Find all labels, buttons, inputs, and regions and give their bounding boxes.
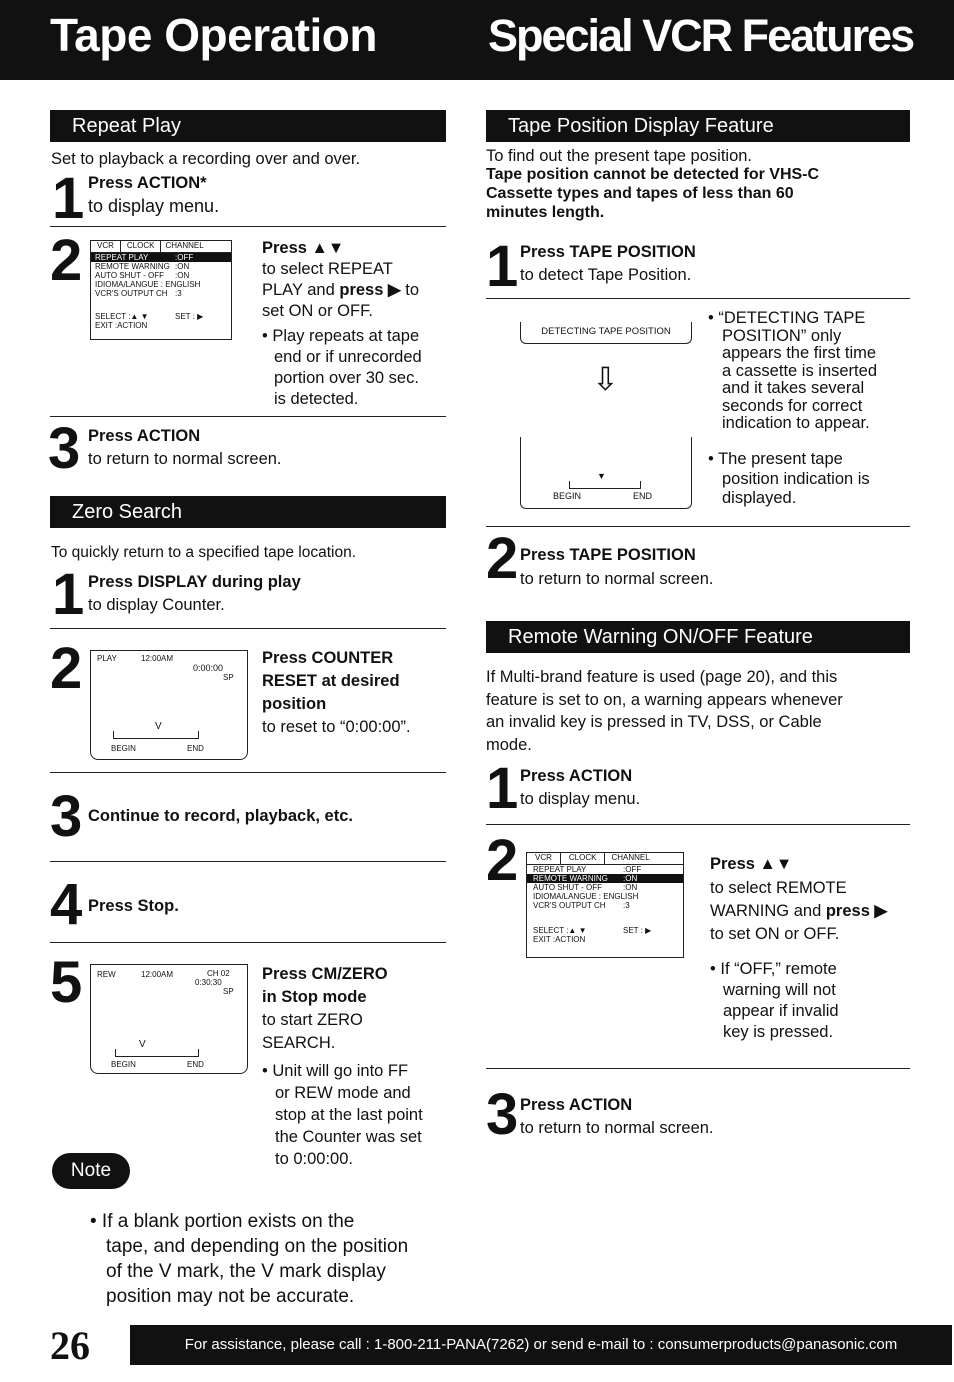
note-line: of the V mark, the V mark display [106,1261,386,1282]
bullet-line: key is pressed. [723,1023,834,1041]
step-title: Press DISPLAY during play [88,573,301,591]
step-title: in Stop mode [262,988,367,1006]
menu-row: REMOTE WARNING :ON [95,262,190,271]
step-desc: to display Counter. [88,596,225,614]
step-number: 3 [48,416,81,481]
step-title: RESET at desired [262,672,400,690]
screen-channel: CH 02 [207,969,230,978]
tape-position-title: Tape Position Display Feature [486,110,910,142]
menu-tab: CHANNEL [165,241,204,250]
screen-counter: 0:30:30 [195,978,222,987]
step-desc: to reset to “0:00:00”. [262,718,411,736]
menu-row-selected: REMOTE WARNING :ON [527,874,683,883]
footer-assistance-bar: For assistance, please call : 1-800-211-PANA(7262) or send e-mail to : consumerproducts@panasonic.com [130,1325,952,1365]
counter-screen [90,964,248,1074]
step-number: 2 [50,636,83,701]
tape-position-intro: To find out the present tape position. [486,147,753,165]
bullet-line: • Unit will go into FF [262,1062,409,1080]
bullet-line: the Counter was set [275,1128,422,1146]
menu-screen [526,852,684,958]
bullet-line: and it takes several [722,379,865,397]
bullet-line: is detected. [274,390,359,408]
note-line: • If a blank portion exists on the [90,1211,355,1232]
bullet-line: stop at the last point [275,1106,423,1124]
note-line: position may not be accurate. [106,1286,355,1307]
tape-position-bullet [708,450,870,509]
step-desc: to return to normal screen. [88,450,282,468]
menu-select-row: SELECT :▲ ▼ SET : ▶ [533,926,652,935]
menu-tab: CLOCK [561,853,606,864]
counter-screen [90,650,248,760]
step-title: Press COUNTER [262,649,394,667]
bullet-line: appears the first time [722,344,877,362]
menu-row: AUTO SHUT - OFF :ON [533,883,638,892]
screen-counter: 0:00:00 [193,663,224,673]
step-number: 5 [50,950,83,1015]
menu-row-selected: REPEAT PLAY :OFF [91,253,231,262]
bullet-line: • If “OFF,” remote [710,960,837,978]
tape-position-bullet [708,310,877,433]
repeat-play-intro: Set to playback a recording over and over. [51,150,361,168]
step-title: Press ACTION [520,1096,633,1114]
intro-line: feature is set to on, a warning appears whenever [486,690,843,709]
menu-row: IDIOMA/LANGUE : ENGLISH [533,892,639,901]
tape-position-warning [486,165,819,222]
intro-line: If Multi-brand feature is used (page 20), and this [486,668,838,686]
menu-tabs [91,241,231,253]
bullet-line: end or if unrecorded [274,348,422,366]
divider [486,1068,910,1069]
menu-exit-row: EXIT :ACTION [533,935,586,944]
step-number: 3 [486,1082,519,1147]
bullet-line: • The present tape [708,450,843,468]
step-desc: to return to normal screen. [520,570,714,588]
menu-tab: VCR [527,853,561,864]
step-number: 2 [486,828,519,893]
bar-end-label: END [633,491,653,501]
remote-warning-title: Remote Warning ON/OFF Feature [486,621,910,653]
step-number: 2 [50,228,83,293]
warning-line: Tape position cannot be detected for VHS-C [486,166,820,183]
divider [50,772,446,773]
bullet-line: portion over 30 sec. [274,369,419,387]
step-desc: to detect Tape Position. [520,266,692,284]
step-title: Press TAPE POSITION [520,243,696,261]
header-left-title: Tape Operation [50,9,377,61]
menu-row: VCR'S OUTPUT CH :3 [95,289,182,298]
bullet-line: warning will not [723,981,836,999]
bullet-line: indication to appear. [722,414,870,432]
screen-time: 12:00AM [141,970,174,979]
step-number: 1 [486,234,519,299]
step-title: Press TAPE POSITION [520,546,696,564]
divider [50,226,446,227]
step-title: position [262,695,327,713]
screen-time: 12:00AM [141,654,174,663]
menu-row: AUTO SHUT - OFF :ON [95,271,190,280]
zero-search-title: Zero Search [50,496,446,528]
v-mark-icon: ▼ [597,471,606,481]
step-title: Press ▲▼ [710,855,793,873]
remote-warning-intro [486,666,843,756]
step-title: Press CM/ZERO [262,965,388,983]
intro-line: an invalid key is pressed in TV, DSS, or Cable [486,713,822,731]
step-desc: WARNING and press ▶ [710,902,888,920]
bar-end-label: END [187,1060,204,1069]
bar-begin-label: BEGIN [111,744,136,753]
bullet-line: • “DETECTING TAPE [708,309,866,327]
step-title: Continue to record, playback, etc. [88,807,353,825]
menu-tabs [527,853,683,865]
v-mark-icon: V [139,1039,146,1050]
divider [486,526,910,527]
tape-bar [569,481,641,489]
bullet-line: or REW mode and [275,1084,411,1102]
menu-select-row: SELECT :▲ ▼ SET : ▶ [95,312,204,321]
menu-tab: CLOCK [121,241,162,252]
step-desc: set ON or OFF. [262,302,373,320]
bullet-line: a cassette is inserted [722,361,877,380]
step-title: Press Stop. [88,897,179,915]
screen-mode: REW [97,970,116,979]
v-mark-icon: V [155,721,162,732]
bullet-line: position indication is [722,469,870,488]
arrow-down-icon: ⇩ [592,361,619,397]
bullet-line: appear if invalid [723,1002,839,1020]
tape-bar [113,731,199,739]
step-desc: to display menu. [520,790,641,808]
repeat-play-title: Repeat Play [50,110,446,142]
bar-begin-label: BEGIN [111,1060,136,1069]
menu-tab: CHANNEL [611,853,650,862]
divider [50,416,446,417]
step-number: 3 [50,784,83,849]
detecting-screen: DETECTING TAPE POSITION [520,322,692,344]
step-title: Press ▲▼ [262,239,345,257]
remote-warning-bullet [710,959,839,1043]
screen-speed: SP [223,987,234,996]
divider [50,942,446,943]
step-title: Press ACTION [520,767,633,785]
screen-speed: SP [223,673,234,682]
step-desc: PLAY and press ▶ to [262,281,420,299]
step-number: 2 [486,526,519,591]
bar-begin-label: BEGIN [553,491,582,501]
step-desc: to return to normal screen. [520,1119,714,1137]
zero-search-intro: To quickly return to a specified tape location. [51,544,357,561]
step-desc: to select REMOTE [710,879,847,897]
menu-tab: VCR [91,241,121,252]
menu-row: REPEAT PLAY :OFF [533,865,642,874]
divider [486,824,910,825]
note-line: tape, and depending on the position [106,1236,409,1257]
menu-screen [90,240,232,340]
screen-mode: PLAY [97,654,117,663]
tape-position-screen [520,437,692,509]
bullet-line: POSITION” only [722,326,842,345]
header-right-title: Special VCR Features [488,10,914,61]
warning-line: minutes length. [486,204,605,221]
step-title: Press ACTION [88,427,201,445]
note-badge: Note [52,1153,130,1189]
step-number: 1 [52,562,85,627]
step-title: Press ACTION* [88,174,207,192]
step-number: 1 [52,166,85,231]
page-number: 26 [50,1323,90,1368]
step-desc: to set ON or OFF. [710,925,840,943]
menu-row: VCR'S OUTPUT CH :3 [533,901,630,910]
divider [50,628,446,629]
bar-end-label: END [187,744,204,753]
step-desc: to display menu. [88,196,220,216]
warning-line: Cassette types and tapes of less than 60 [486,185,794,202]
step-desc: to start ZERO [262,1011,363,1029]
step-number: 4 [50,872,83,937]
bullet-line: to 0:00:00. [275,1150,353,1168]
divider [486,298,910,299]
menu-exit-row: EXIT :ACTION [95,321,148,330]
menu-row: IDIOMA/LANGUE : ENGLISH [95,280,201,289]
bullet-line: displayed. [722,489,797,507]
step-desc: SEARCH. [262,1034,336,1052]
bullet-line: • Play repeats at tape [262,327,420,345]
step-desc: to select REPEAT [262,260,393,278]
note-text [90,1209,408,1309]
intro-line: mode. [486,735,532,754]
divider [50,861,446,862]
tape-bar [115,1049,199,1057]
bullet-line: seconds for correct [722,396,863,415]
step-number: 1 [486,756,519,821]
